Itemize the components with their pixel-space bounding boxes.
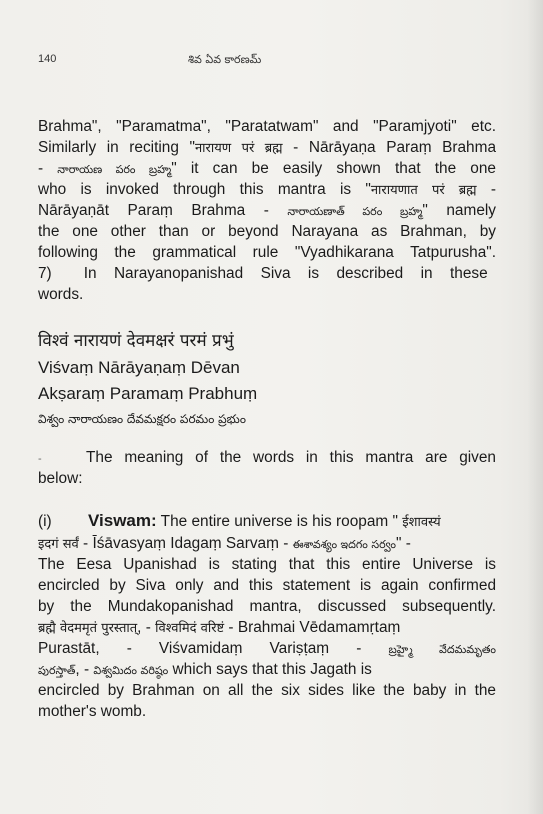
para1-line-5: Nārāyaṇāt Paraṃ Brahma - నారాయణాత్ పరం బ్రహ్మ" namely [38,202,496,219]
para3-line-10: mother's womb. [38,703,147,720]
page-body [38,116,496,722]
para3-line-8: పురస్తాత్, - విశ్వమిదం వరిష్ఠం which says that this Jagath is [38,661,372,678]
para2-line-2: below: [38,470,83,487]
verse-telugu: విశ్వం నారాయణం దేవమక్షరం పరమం ప్రభుం [38,412,246,426]
para3-line-3: The Eesa Upanishad is stating that this entire Universe is [38,556,496,573]
verse-roman-2: Akṣaraṃ Paramaṃ Prabhuṃ [38,384,258,403]
para3-line-1: (i) Viswam: The entire universe is his roopam " ईशावस्यं [38,511,441,530]
para1-line-8: 7) In Narayanopanishad Siva is described in these [38,265,488,282]
para1-line-7: following the grammatical rule "Vyadhikarana Tatpurusha". [38,244,496,261]
para3-line-7: Purastāt, - Viśvamidaṃ Variṣṭaṃ - బ్రహ్మై వేదమమృతం [38,640,496,657]
para3-line-9: encircled by Brahman on all the six sides like the baby in the [38,682,496,699]
para1-line-4: who is invoked through this mantra is "नारायणात परं ब्रह्म - [38,181,496,198]
para1-line-3: - నారాయణ పరం బ్రహ్మ" it can be easily shown that the one [38,160,496,177]
para3-line-5: by the Mundakopanishad mantra, discussed subsequently. [38,598,496,615]
para1-line-2: Similarly in reciting "नारायण परं ब्रह्म - Nārāyaṇa Paraṃ Brahma [38,139,496,156]
para3-line-4: encircled by Siva only and this statement is again confirmed [38,577,496,594]
running-title: శివ ఏవ కారణమ్ [188,53,262,66]
para1-line-6: the one other than or beyond Narayana as Brahman, by [38,223,496,240]
para2-line-1: - The meaning of the words in this mantra are given [38,449,496,466]
verse-roman-1: Viśvaṃ Nārāyaṇaṃ Dēvan [38,358,240,377]
para1-line-1: Brahma", "Paramatma", "Paratatwam" and "Paramjyoti" etc. [38,118,496,135]
page-edge-shadow [527,0,543,814]
para3-line-2: इदगं सर्वं - Īśāvasyaṃ Idagaṃ Sarvaṃ - ఈశావశ్యం ఇదగం సర్వం" - [38,535,411,552]
page-number: 140 [38,53,57,65]
para3-line-6: ब्रह्मै वेदममृतं पुरस्तात्, - विश्वमिदं वरिष्टं - Brahmai Vēdamamṛtaṃ [38,619,401,636]
verse-devanagari: विश्वं नारायणं देवमक्षरं परमं प्रभुं [38,331,234,351]
page-header [38,53,513,71]
para1-line-9: words. [38,286,84,303]
